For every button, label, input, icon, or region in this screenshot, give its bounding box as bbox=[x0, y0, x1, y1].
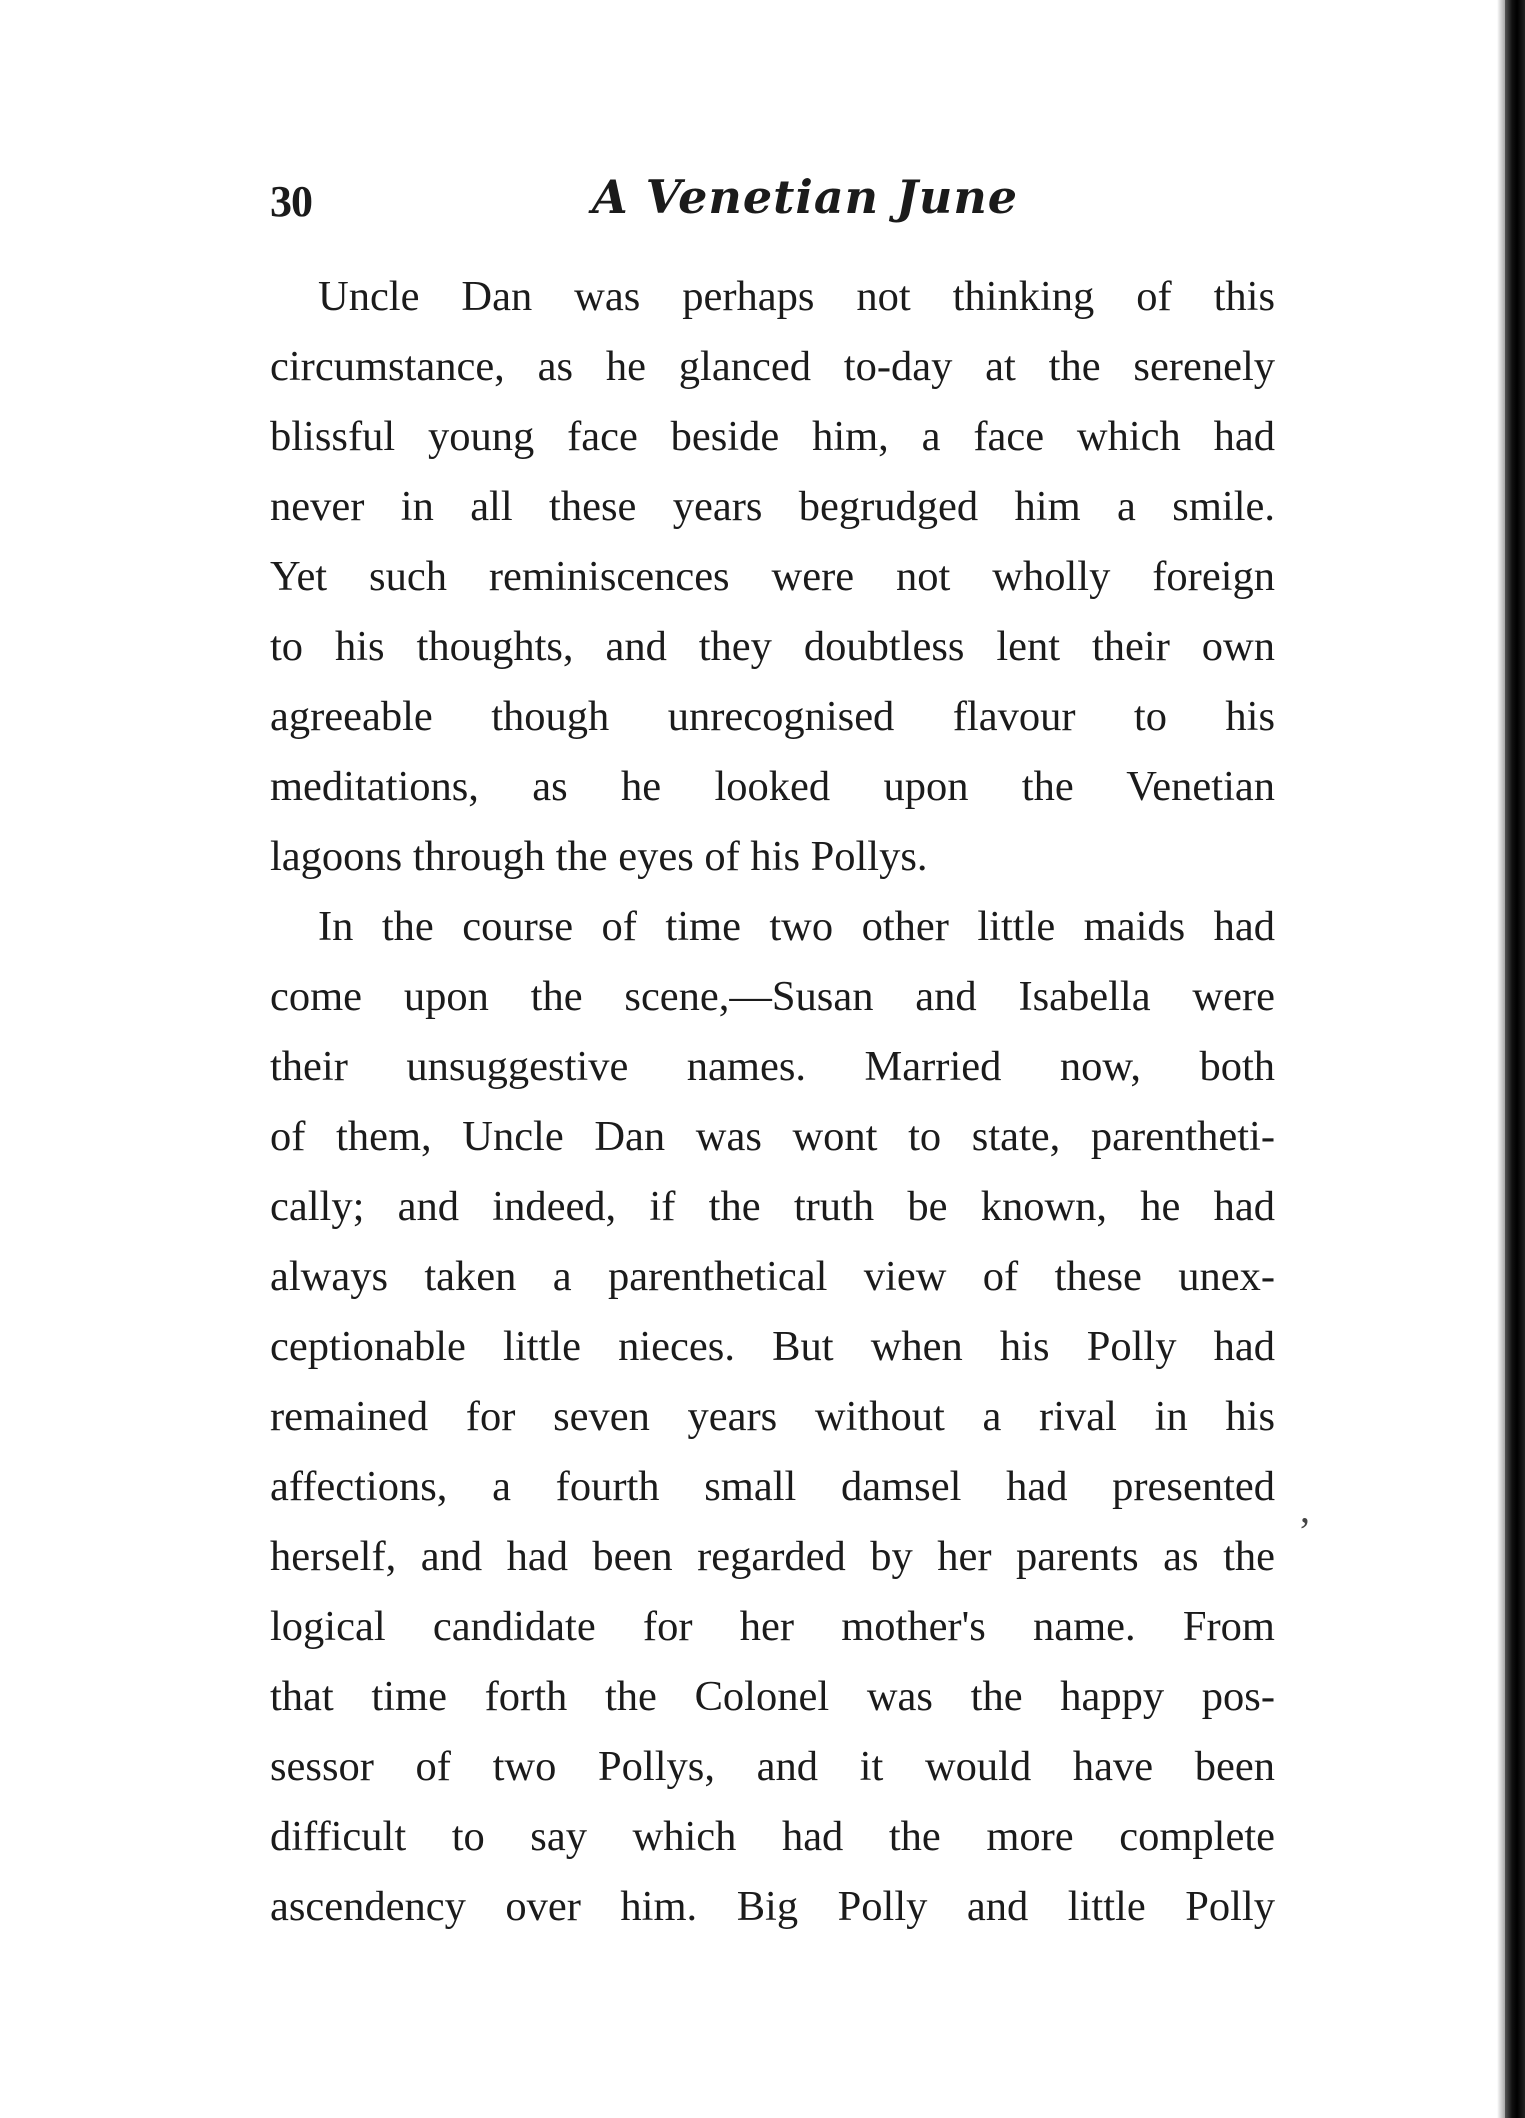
text-line: blissful young face beside him, a face which had bbox=[270, 413, 1275, 460]
text-line: lagoons through the eyes of his Pollys. bbox=[270, 833, 928, 880]
binding-shadow bbox=[1497, 0, 1505, 2118]
running-title: A Venetian June bbox=[591, 170, 1019, 224]
body-text bbox=[270, 262, 1275, 1942]
text-line: sessor of two Pollys, and it would have been bbox=[270, 1743, 1275, 1790]
text-line: agreeable though unrecognised flavour to his bbox=[270, 693, 1275, 740]
text-line: never in all these years begrudged him a smile. bbox=[270, 483, 1275, 530]
text-line: meditations, as he looked upon the Venetian bbox=[270, 763, 1275, 810]
text-line: In the course of time two other little maids had bbox=[318, 903, 1275, 950]
text-line: ascendency over him. Big Polly and little Polly bbox=[270, 1883, 1275, 1930]
text-line: ceptionable little nieces. But when his Polly had bbox=[270, 1323, 1275, 1370]
text-line: remained for seven years without a rival in his bbox=[270, 1393, 1275, 1440]
page-number: 30 bbox=[270, 177, 312, 226]
text-line: affections, a fourth small damsel had presented bbox=[270, 1463, 1275, 1510]
text-line: cally; and indeed, if the truth be known, he had bbox=[270, 1183, 1275, 1230]
text-line: herself, and had been regarded by her parents as the bbox=[270, 1533, 1275, 1580]
text-line: that time forth the Colonel was the happy pos- bbox=[270, 1673, 1275, 1720]
stray-mark: , bbox=[1300, 1486, 1310, 1531]
text-line: logical candidate for her mother's name. From bbox=[270, 1603, 1275, 1650]
text-line: to his thoughts, and they doubtless lent their own bbox=[270, 623, 1275, 670]
text-line: Uncle Dan was perhaps not thinking of this bbox=[318, 273, 1275, 320]
text-line: their unsuggestive names. Married now, both bbox=[270, 1043, 1275, 1090]
text-line: circumstance, as he glanced to-day at the serenely bbox=[270, 343, 1275, 390]
text-line: Yet such reminiscences were not wholly foreign bbox=[270, 553, 1275, 600]
text-line: always taken a parenthetical view of these unex- bbox=[270, 1253, 1275, 1300]
text-line: come upon the scene,—Susan and Isabella were bbox=[270, 973, 1275, 1020]
binding-edge bbox=[1505, 0, 1525, 2118]
running-head bbox=[270, 170, 1280, 240]
text-line: of them, Uncle Dan was wont to state, parentheti- bbox=[270, 1113, 1275, 1160]
text-line: difficult to say which had the more complete bbox=[270, 1813, 1275, 1860]
